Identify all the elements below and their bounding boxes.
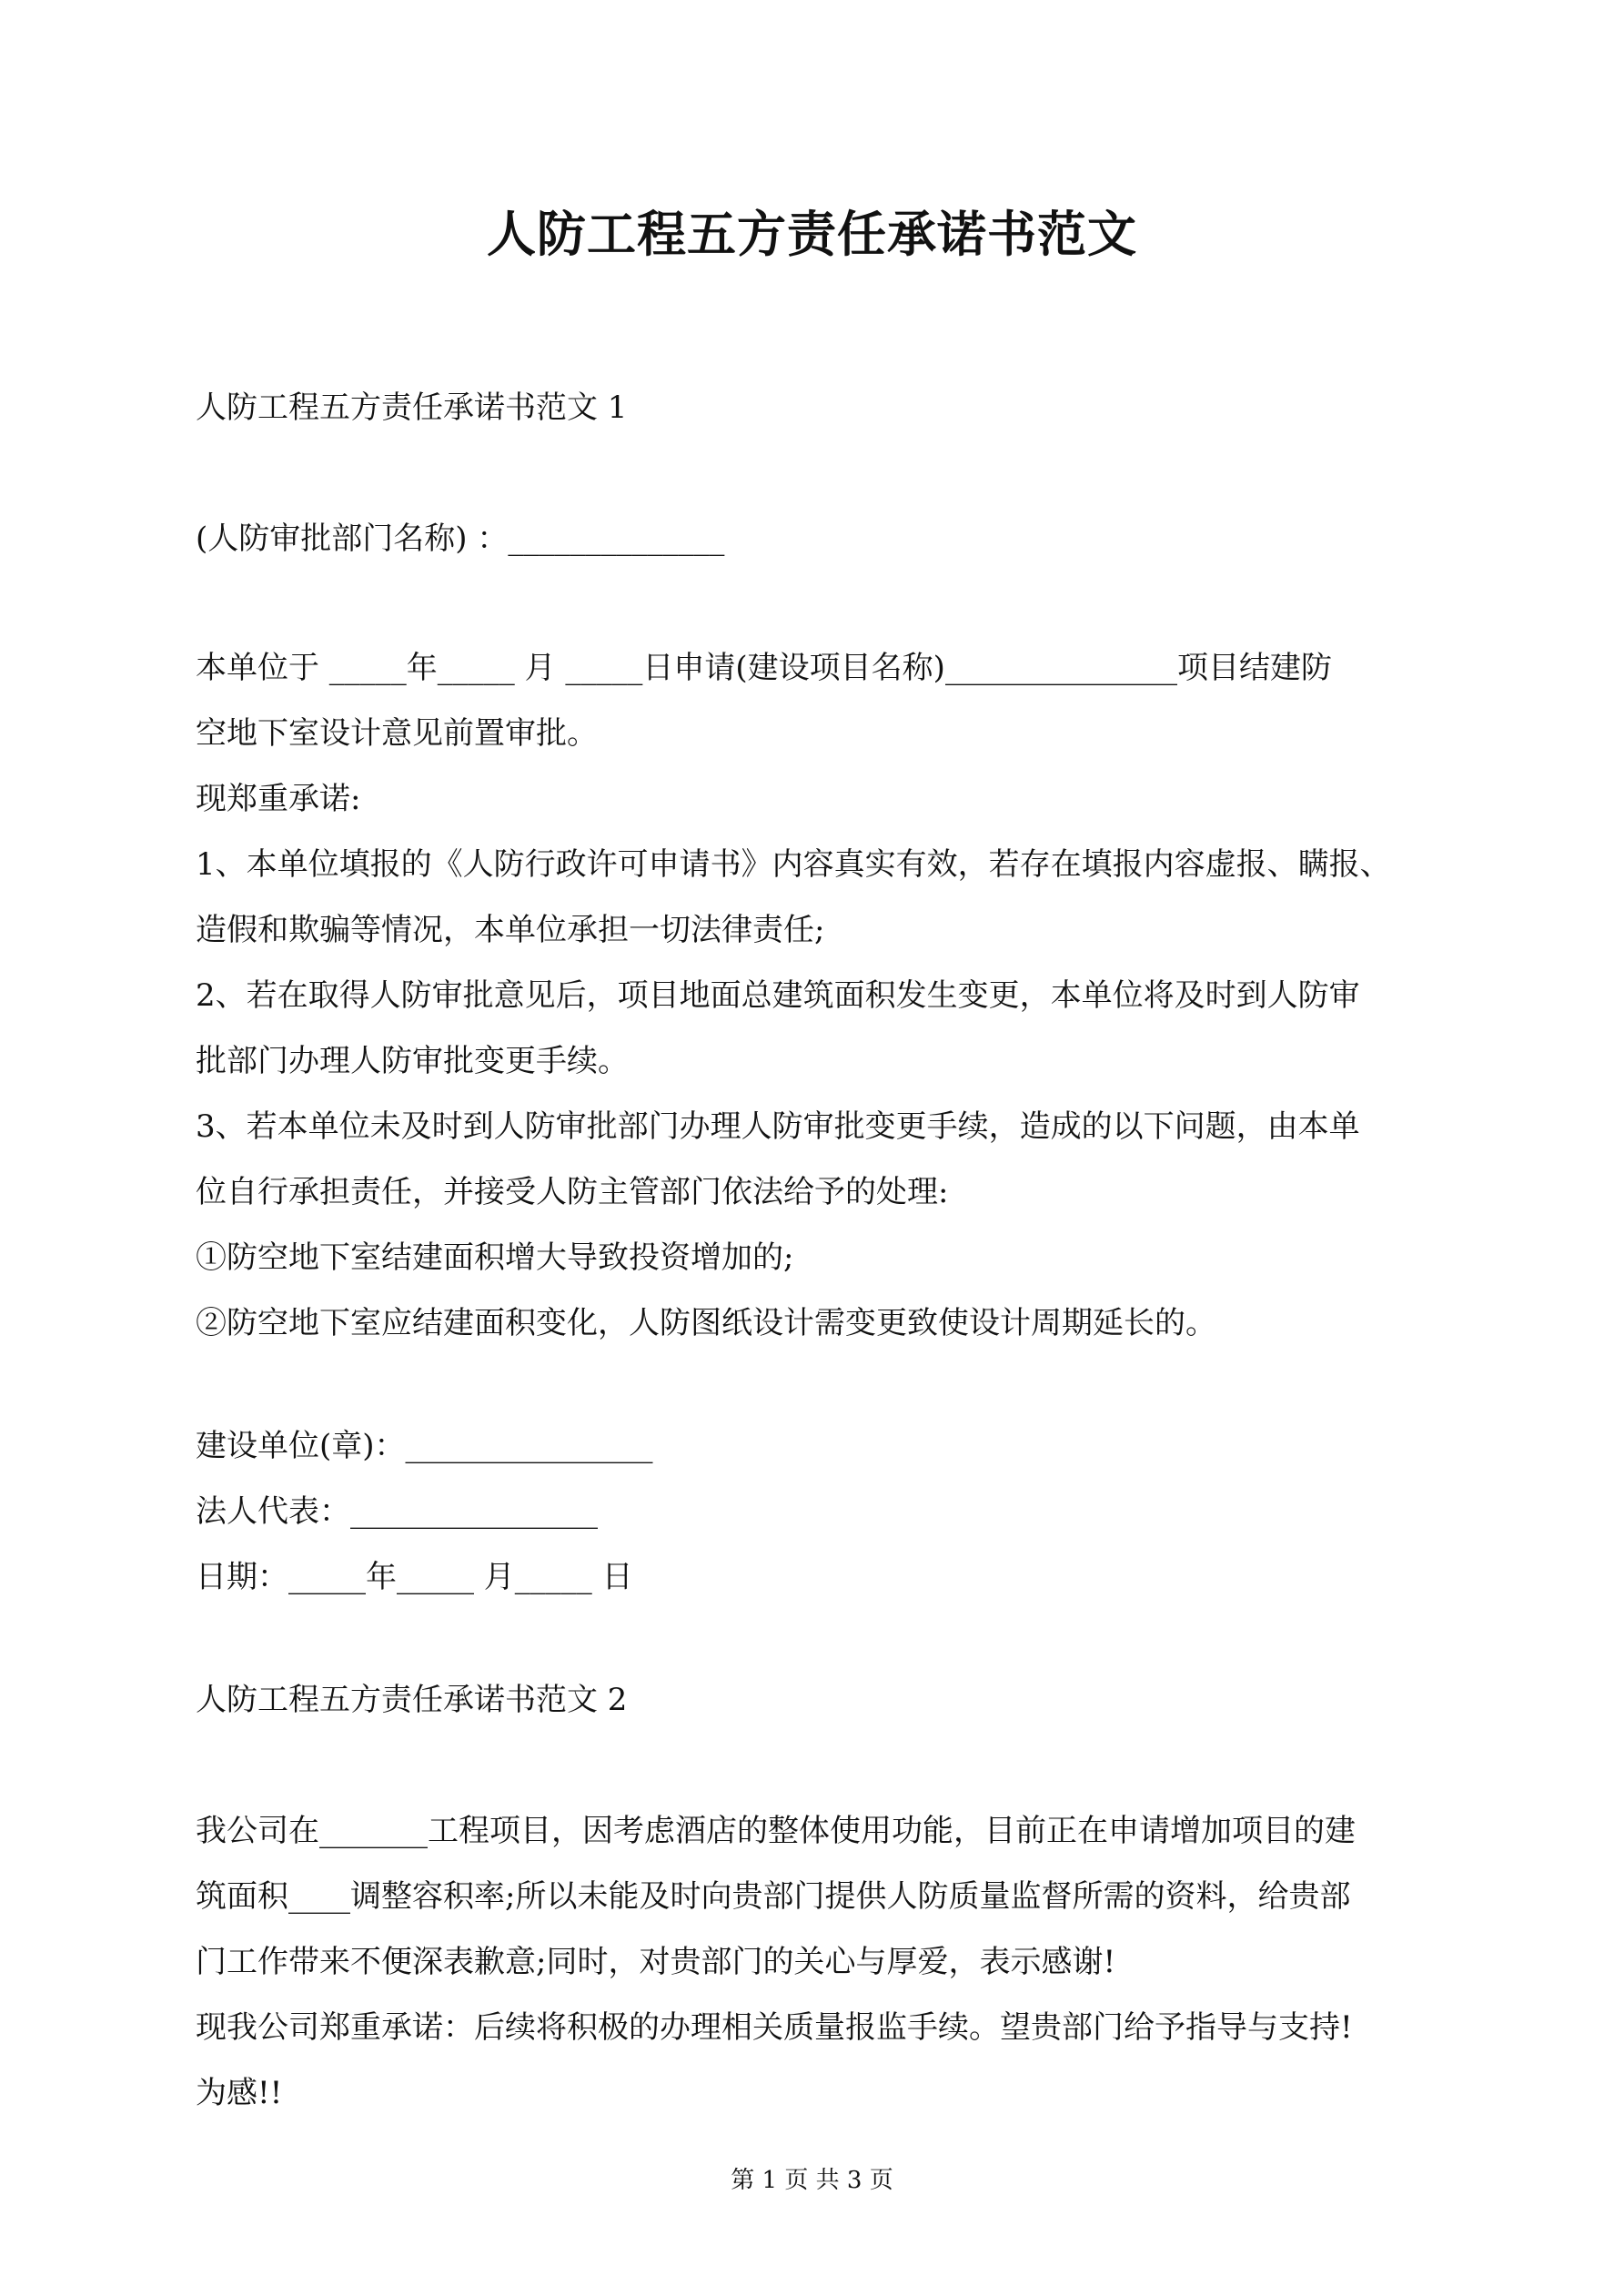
promise-item-1-line-2: 造假和欺骗等情况，本单位承担一切法律责任; <box>196 912 825 948</box>
section2-paragraph-line-3: 门工作带来不便深表歉意;同时，对贵部门的关心与厚爱，表示感谢! <box>196 1944 1116 1980</box>
application-line-1: 本单位于 _____年_____ 月 _____日申请(建设项目名称)_______________项目结建防 <box>196 650 1332 686</box>
promise-item-1-line-1: 1、本单位填报的《人防行政许可申请书》内容真实有效，若存在填报内容虚报、瞒报、 <box>196 846 1391 883</box>
approval-dept-line: (人防审批部门名称) ：______________ <box>196 521 725 557</box>
promise-item-2-line-1: 2、若在取得人防审批意见后，项目地面总建筑面积发生变更，本单位将及时到人防审 <box>196 977 1360 1014</box>
section1-heading: 人防工程五方责任承诺书范文 1 <box>196 389 628 426</box>
section2-paragraph-line-2: 筑面积____调整容积率;所以未能及时向贵部门提供人防质量监督所需的资料，给贵部 <box>196 1878 1351 1915</box>
section2-paragraph-line-1: 我公司在_______工程项目，因考虑酒店的整体使用功能，目前正在申请增加项目的建 <box>196 1813 1356 1849</box>
section2-heading: 人防工程五方责任承诺书范文 2 <box>196 1682 628 1718</box>
document-title: 人防工程五方责任承诺书范文 <box>487 205 1137 263</box>
promise-item-3-line-1: 3、若本单位未及时到人防审批部门办理人防审批变更手续，造成的以下问题，由本单 <box>196 1108 1360 1145</box>
signature-legal-rep: 法人代表：________________ <box>196 1493 598 1530</box>
section2-promise-line-1: 现我公司郑重承诺：后续将积极的办理相关质量报监手续。望贵部门给予指导与支持! <box>196 2009 1353 2046</box>
sub-item-1: ①防空地下室结建面积增大导致投资增加的; <box>196 1239 794 1276</box>
sub-item-2: ②防空地下室应结建面积变化，人防图纸设计需变更致使设计周期延长的。 <box>196 1305 1216 1341</box>
signature-date: 日期：_____年_____ 月_____ 日 <box>196 1559 633 1595</box>
page-footer: 第 1 页 共 3 页 <box>731 2167 893 2194</box>
promise-intro: 现郑重承诺: <box>196 781 361 817</box>
application-line-2: 空地下室设计意见前置审批。 <box>196 715 598 752</box>
promise-item-3-line-2: 位自行承担责任，并接受人防主管部门依法给予的处理: <box>196 1174 949 1210</box>
section2-promise-line-2: 为感!! <box>196 2075 283 2111</box>
signature-unit: 建设单位(章)：________________ <box>196 1428 653 1464</box>
promise-item-2-line-2: 批部门办理人防审批变更手续。 <box>196 1043 629 1079</box>
